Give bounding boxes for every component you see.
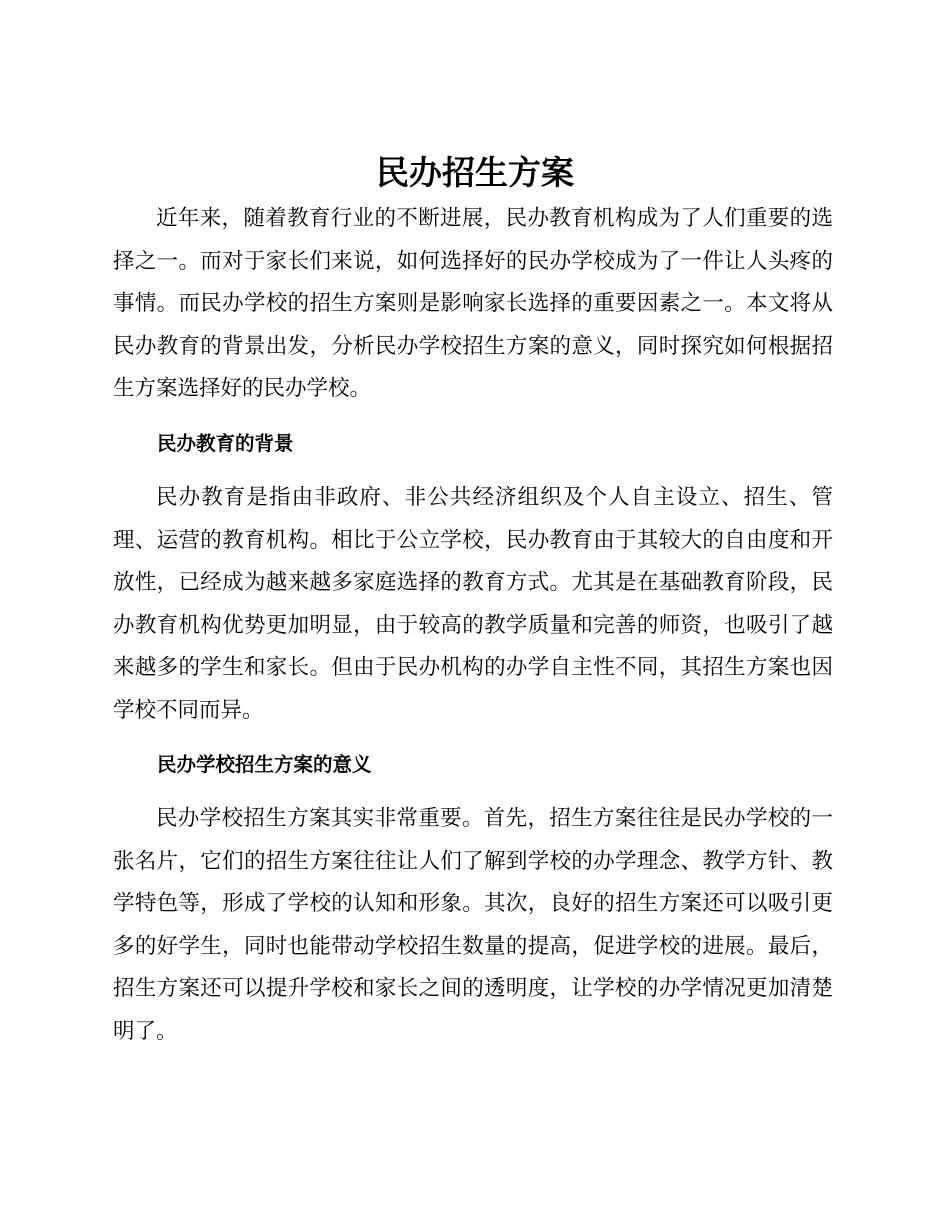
intro-paragraph: 近年来，随着教育行业的不断进展，民办教育机构成为了人们重要的选择之一。而对于家长们来说，如何选择好的民办学校成为了一件让人头疼的事情。而民办学校的招生方案则是影响家长选择的重要因素之一。本文将从民办教育的背景出发，分析民办学校招生方案的意义，同时探究如何根据招生方案选择好的民办学校。 xyxy=(113,206,833,401)
section-heading-significance: 民办学校招生方案的意义 xyxy=(157,753,372,776)
section-body-significance: 民办学校招生方案其实非常重要。首先，招生方案往往是民办学校的一张名片，它们的招生方案往往让人们了解到学校的办学理念、教学方针、教学特色等，形成了学校的认知和形象。其次，良好的招生方案还可以吸引更多的好学生，同时也能带动学校招生数量的提高，促进学校的进展。最后，招生方案还可以提升学校和家长之间的透明度，让学校的办学情况更加清楚明了。 xyxy=(113,806,833,1044)
section-heading-background: 民办教育的背景 xyxy=(157,432,294,455)
section-body-background: 民办教育是指由非政府、非公共经济组织及个人自主设立、招生、管理、运营的教育机构。相比于公立学校，民办教育由于其较大的自由度和开放性，已经成为越来越多家庭选择的教育方式。尤其是在基础教育阶段，民办教育机构优势更加明显，由于较高的教学质量和完善的师资，也吸引了越来越多的学生和家长。但由于民办机构的办学自主性不同，其招生方案也因学校不同而异。 xyxy=(113,485,833,723)
document-title: 民办招生方案 xyxy=(376,153,574,192)
